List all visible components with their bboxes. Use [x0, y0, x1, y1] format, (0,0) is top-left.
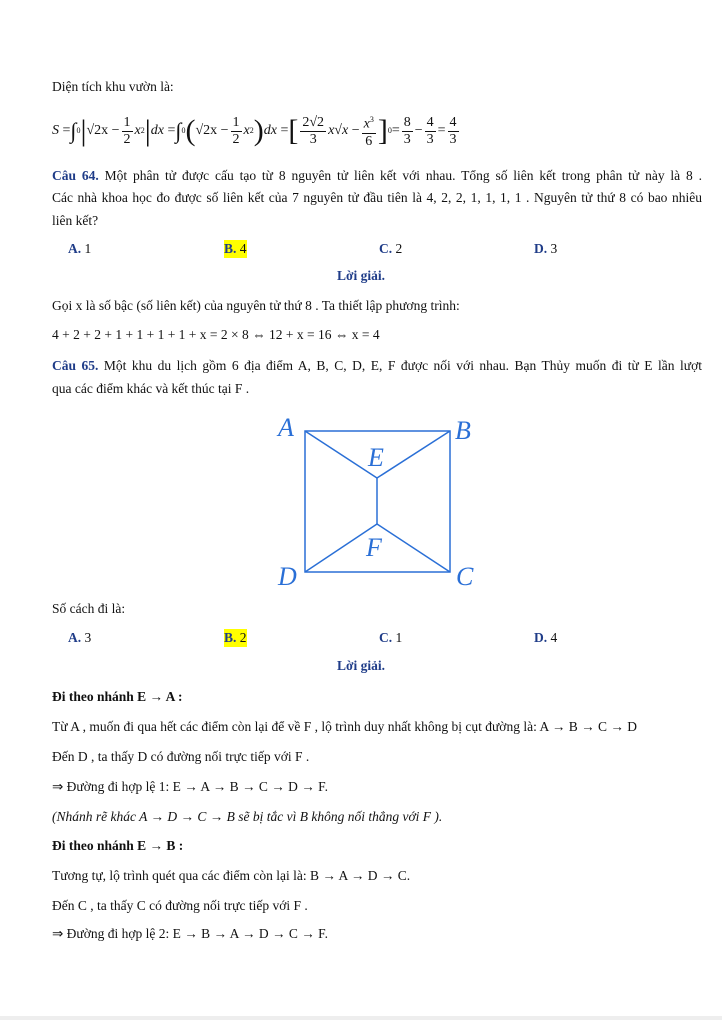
integral-sign: ∫	[70, 118, 77, 143]
k: C.	[379, 630, 393, 645]
k: C.	[379, 241, 393, 256]
k: B.	[224, 241, 237, 256]
edge-b-e	[377, 431, 450, 478]
edge-a-e	[305, 431, 377, 478]
question-label: Câu 64.	[52, 168, 99, 183]
f-lower: 0	[181, 126, 186, 135]
branch-heading-2: Đi theo nhánh E → B :	[52, 838, 184, 853]
s65-line6: Đến C , ta thấy C có đường nối trực tiếp với F .	[52, 898, 308, 913]
den: 2	[232, 131, 240, 147]
label-e: E	[368, 443, 384, 472]
f-lower: 0	[76, 126, 81, 135]
f-dx: dx	[150, 123, 164, 138]
s65-line7: ⇒ Đường đi hợp lệ 2: E → B → A → D → C → F.	[52, 926, 328, 941]
s65-line1: Từ A , muốn đi qua hết các điểm còn lại để về F , lộ trình duy nhất không bị cụt đường là: A → B → C → D	[52, 719, 637, 734]
f-eq: =	[62, 123, 71, 138]
f-eq: =	[391, 123, 400, 138]
label-a: A	[278, 413, 294, 442]
q65-text: Một khu du lịch gồm 6 địa điểm A, B, C, D, E, F được nối với nhau. Bạn Thủy muốn đi từ E lần lượt	[103, 358, 702, 373]
den: 3	[309, 131, 317, 147]
v: 4	[547, 630, 558, 645]
bracket: ]	[377, 114, 388, 147]
label-d: D	[278, 562, 297, 591]
abs-bar: |	[144, 114, 151, 147]
q65-option-d[interactable]	[534, 629, 557, 647]
label-b: B	[455, 416, 471, 445]
s65-line2: Đến D , ta thấy D có đường nối trực tiếp với F .	[52, 749, 310, 764]
k: A.	[68, 241, 82, 256]
f-minus: −	[111, 123, 120, 138]
f-minus: −	[220, 123, 229, 138]
num: 2√2	[302, 114, 325, 130]
den: 2	[123, 131, 131, 147]
f-eq: =	[437, 123, 446, 138]
x: x	[363, 116, 370, 132]
bracket: [	[288, 114, 299, 147]
area-formula: S = ∫ 0 | √2x − $\frac{1}{2}$ x 2 | dx = ∫ 0 ( √2x − $\frac{1}{2}$ x 2 ) dx = [ $\frac{2√2}{3}$ x√x − $\frac{x^3}{6}$ ] 0 = $\frac{8}{3}$ − $\frac{4}{3}$ = $\frac{4}{3}$	[52, 114, 457, 149]
f-x: x	[243, 123, 250, 138]
paren: (	[185, 114, 196, 147]
num: 4	[426, 114, 434, 130]
num: 1	[232, 114, 240, 130]
q64-line3: liên kết?	[52, 213, 99, 228]
v: 1	[392, 630, 403, 645]
q65-line2: qua các điểm khác và kết thúc tại F .	[52, 381, 250, 396]
v: 2	[236, 630, 247, 645]
q65-option-b[interactable]	[224, 629, 247, 647]
edge-c-f	[377, 524, 450, 572]
v: 4	[236, 241, 247, 256]
q65-option-c[interactable]	[379, 629, 402, 647]
q64-text: Một phân tử được cấu tạo từ 8 nguyên tử liên kết với nhau. Tổng số liên kết trong phân tử này là 8 .	[104, 168, 702, 183]
question-label: Câu 65.	[52, 358, 99, 373]
q65-option-a[interactable]	[68, 629, 91, 647]
q64-line2: Các nhà khoa học đo được số liên kết của 7 nguyên tử đầu tiên là 4, 2, 2, 1, 1, 1, 1 . Nguyên tử thứ 8 có bao nhiêu	[52, 190, 702, 205]
integral-sign: ∫	[175, 118, 182, 143]
v: 3	[81, 630, 92, 645]
f-eq: =	[280, 123, 289, 138]
v: 1	[81, 241, 92, 256]
f-lower: 0	[387, 126, 392, 135]
label-c: C	[456, 562, 474, 591]
s64-line2: 4 + 2 + 2 + 1 + 1 + 1 + 1 + x = 2 × 8 ⇔ 12 + x = 16 ⇔ x = 4	[52, 327, 380, 342]
f-dx: dx	[263, 123, 277, 138]
f-minus: −	[351, 123, 360, 138]
f-rad: √2x	[195, 123, 218, 138]
intro-text: Diện tích khu vườn là:	[52, 79, 174, 94]
solution-heading: Lời giải.	[337, 268, 385, 283]
label-f: F	[366, 533, 382, 562]
num: $x^3$	[362, 112, 376, 134]
f-xrad: x√x	[328, 123, 349, 138]
page-edge	[0, 1016, 722, 1020]
f-s: S	[52, 123, 59, 138]
s65-line4: (Nhánh rẽ khác A → D → C → B sẽ bị tắc vì B không nối thẳng với F ).	[52, 809, 443, 824]
f-rad: √2x	[86, 123, 109, 138]
k: B.	[224, 630, 237, 645]
v: 2	[392, 241, 403, 256]
f-eq: =	[167, 123, 176, 138]
s64-line1: Gọi x là số bậc (số liên kết) của nguyên tử thứ 8 . Ta thiết lập phương trình:	[52, 298, 460, 313]
den: 3	[403, 131, 411, 147]
s65-line3: ⇒ Đường đi hợp lệ 1: E → A → B → C → D → F.	[52, 779, 328, 794]
den: 3	[449, 131, 457, 147]
q65-ask: Số cách đi là:	[52, 601, 126, 616]
branch-heading-1: Đi theo nhánh E → A :	[52, 689, 183, 704]
paren: )	[253, 114, 264, 147]
f-x: x	[134, 123, 141, 138]
den: 6	[365, 133, 373, 149]
den: 3	[426, 131, 434, 147]
k: D.	[534, 630, 548, 645]
v: 3	[547, 241, 558, 256]
k: A.	[68, 630, 82, 645]
solution-heading: Lời giải.	[337, 658, 385, 673]
num: 4	[449, 114, 457, 130]
abs-bar: |	[80, 114, 87, 147]
s65-line5: Tương tự, lộ trình quét qua các điểm còn lại là: B → A → D → C.	[52, 868, 411, 883]
f-minus: −	[414, 123, 423, 138]
num: 1	[123, 114, 131, 130]
num: 8	[403, 114, 411, 130]
k: D.	[534, 241, 548, 256]
